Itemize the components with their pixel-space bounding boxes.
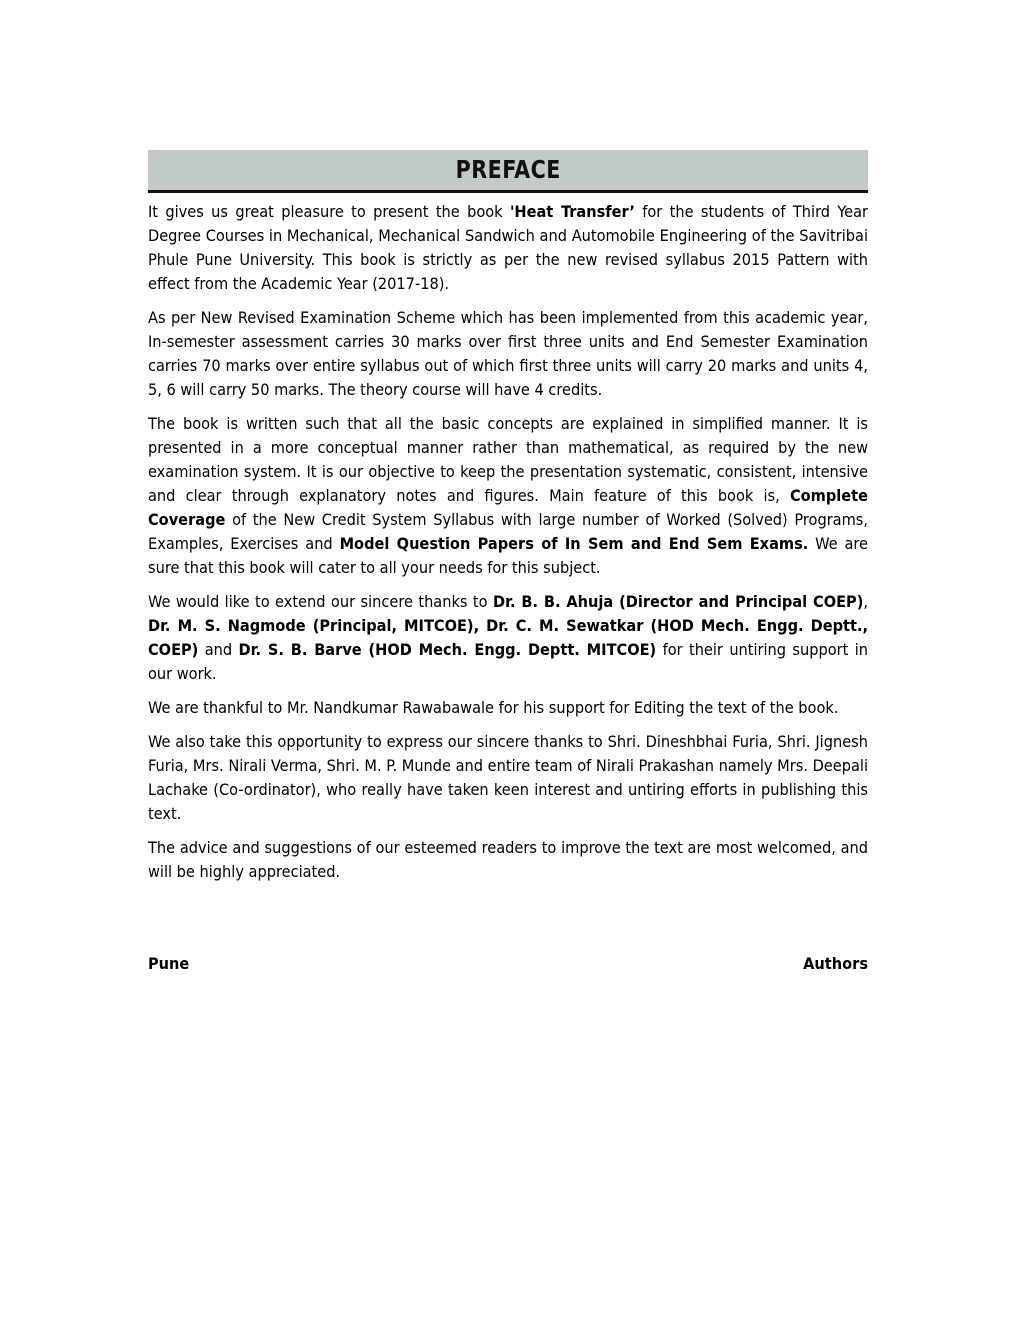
text-run: We are thankful to Mr. Nandkumar Rawabawale for his support for Editing the text of the book. <box>148 698 839 717</box>
text-run: of the New Credit System Syllabus with large number of Worked (Solved) Programs, Examples, Exercises and <box>148 510 868 553</box>
emphasis-run: Dr. S. B. Barve (HOD Mech. Engg. Deptt. MITCOE) <box>238 640 657 659</box>
preface-paragraph-4 <box>148 590 868 686</box>
preface-heading-bar <box>148 150 868 190</box>
signature-place: Pune <box>148 954 190 973</box>
emphasis-run: 'Heat Transfer’ <box>509 202 635 221</box>
text-run: We are sure that this book will cater to all your needs for this subject. <box>148 534 868 577</box>
text-run: and <box>198 640 239 659</box>
preface-paragraph-2 <box>148 306 868 402</box>
emphasis-run: Dr. M. S. Nagmode (Principal, MITCOE), Dr. C. M. Sewatkar (HOD Mech. Engg. Deptt., COEP) <box>148 616 868 659</box>
text-run: The book is written such that all the basic concepts are explained in simplified manner. It is presented in a more conceptual manner rather than mathematical, as required by the new examination system. It is our objective to keep the presentation systematic, consistent, intensive and clear through explanatory notes and figures. Main feature of this book is, <box>148 414 868 505</box>
text-run: We would like to extend our sincere thanks to <box>148 592 493 611</box>
signature-spacer <box>148 894 868 952</box>
emphasis-run: Complete Coverage <box>148 486 868 529</box>
preface-paragraph-6 <box>148 730 868 826</box>
emphasis-run: Dr. B. B. Ahuja (Director and Principal COEP) <box>492 592 864 611</box>
text-run: We also take this opportunity to express our sincere thanks to Shri. Dineshbhai Furia, Shri. Jignesh Furia, Mrs. Nirali Verma, Shri. M. P. Munde and entire team of Nirali Prakashan namely Mrs. Deepali Lachake (Co-ordinator), who really have taken keen interest and untiring efforts in publishing this text. <box>148 732 868 823</box>
preface-page <box>148 150 868 976</box>
text-run: As per New Revised Examination Scheme which has been implemented from this academic year, In-semester assessment carries 30 marks over first three units and End Semester Examination carries 70 marks over entire syllabus out of which first three units will carry 20 marks and units 4, 5, 6 will carry 50 marks. The theory course will have 4 credits. <box>148 308 868 399</box>
text-run: It gives us great pleasure to present the book <box>148 202 510 221</box>
text-run: The advice and suggestions of our esteemed readers to improve the text are most welcomed, and will be highly appreciated. <box>148 838 868 881</box>
preface-paragraph-1 <box>148 200 868 296</box>
signature-row <box>148 952 868 976</box>
page-title: PREFACE <box>455 155 561 184</box>
signature-authors: Authors <box>803 954 868 973</box>
heading-divider <box>148 190 868 193</box>
preface-paragraph-7 <box>148 836 868 884</box>
text-run: for the students of Third Year Degree Courses in Mechanical, Mechanical Sandwich and Automobile Engineering of the Savitribai Phule Pune University. This book is strictly as per the new revised syllabus 2015 Pattern with effect from the Academic Year (2017-18). <box>148 202 869 293</box>
preface-paragraph-5 <box>148 696 868 720</box>
emphasis-run: Model Question Papers of In Sem and End Sem Exams. <box>339 534 809 553</box>
preface-paragraph-3 <box>148 412 868 580</box>
text-run: for their untiring support in our work. <box>148 640 869 683</box>
text-run: , <box>863 592 868 611</box>
